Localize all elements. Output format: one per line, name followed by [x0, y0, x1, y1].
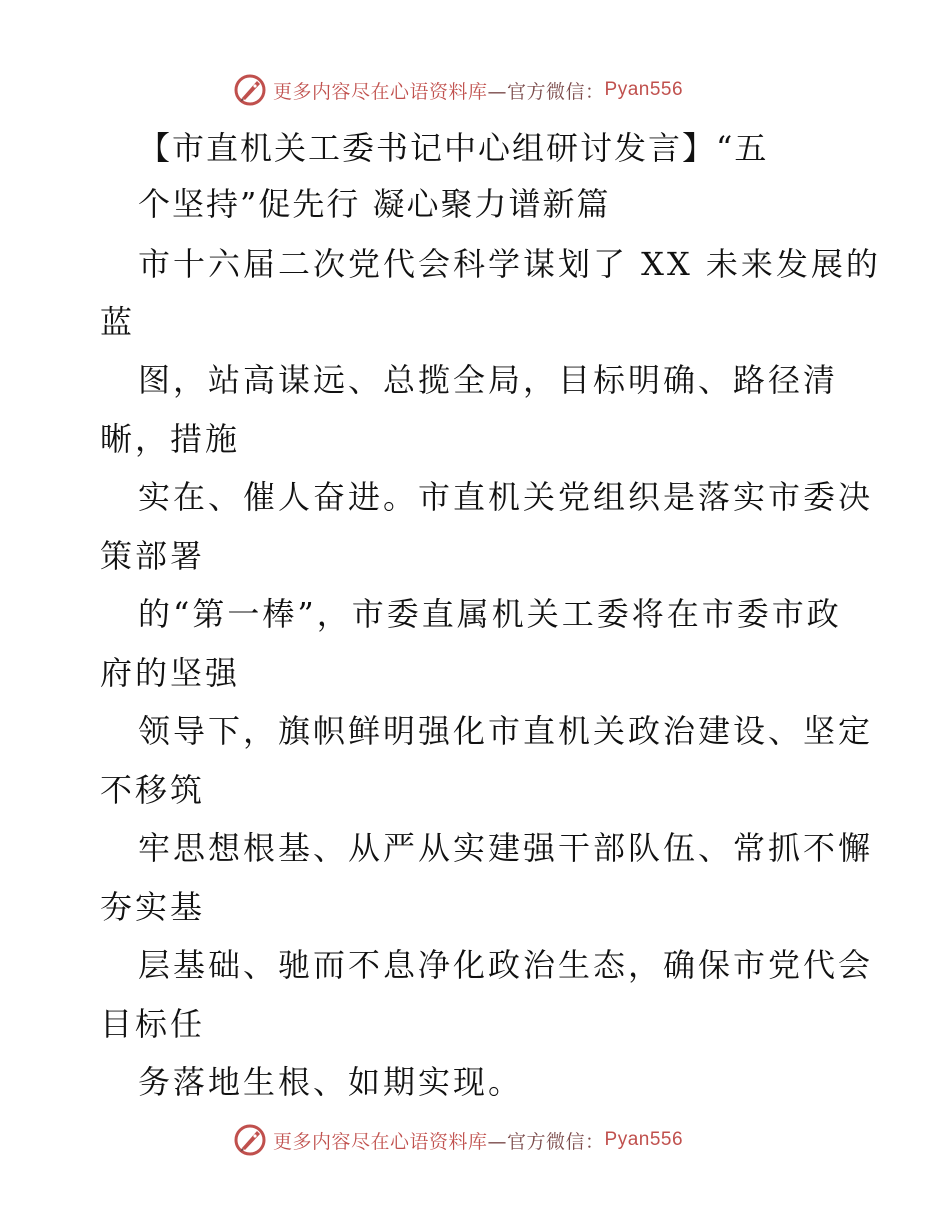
- body-line: 不移筑: [100, 771, 206, 809]
- body-line: 领导下，旗帜鲜明强化市直机关政治建设、坚定: [138, 712, 874, 750]
- body-line: 夯实基: [100, 888, 206, 926]
- body-line: 策部署: [100, 537, 206, 575]
- quill-pen-logo-icon: [233, 1123, 267, 1157]
- watermark-banner-bottom: [233, 1122, 683, 1158]
- watermark-wechat-id: Pyan556: [604, 1129, 684, 1150]
- watermark-left-text: 更多内容尽在心语资料库: [273, 80, 488, 103]
- title-line-2: 个坚持”促先行 凝心聚力谱新篇: [138, 185, 611, 223]
- body-line: 务落地生根、如期实现。: [138, 1063, 524, 1101]
- body-line: 的“第一棒”，市委直属机关工委将在市委市政: [138, 595, 842, 633]
- body-line: 府的坚强: [100, 654, 241, 692]
- watermark-right-text: —官方微信：: [487, 1130, 605, 1153]
- watermark-right-text: —官方微信：: [487, 80, 605, 103]
- body-line: 实在、催人奋进。市直机关党组织是落实市委决: [138, 478, 874, 516]
- body-line: 图，站高谋远、总揽全局，目标明确、路径清: [138, 361, 839, 399]
- quill-pen-logo-icon: [233, 73, 267, 107]
- title-line-1: 【市直机关工委书记中心组研讨发言】“五: [138, 129, 769, 167]
- body-line: 晰，措施: [100, 420, 241, 458]
- body-line: 牢思想根基、从严从实建强干部队伍、常抓不懈: [138, 829, 874, 867]
- watermark-wechat-id: Pyan556: [604, 79, 684, 100]
- body-line: 市十六届二次党代会科学谋划了 XX 未来发展的: [138, 245, 881, 283]
- watermark-left-text: 更多内容尽在心语资料库: [273, 1130, 488, 1153]
- watermark-banner-top: [233, 72, 683, 108]
- body-line: 蓝: [100, 303, 136, 341]
- body-line: 层基础、驰而不息净化政治生态，确保市党代会: [138, 946, 874, 984]
- body-line: 目标任: [100, 1005, 206, 1043]
